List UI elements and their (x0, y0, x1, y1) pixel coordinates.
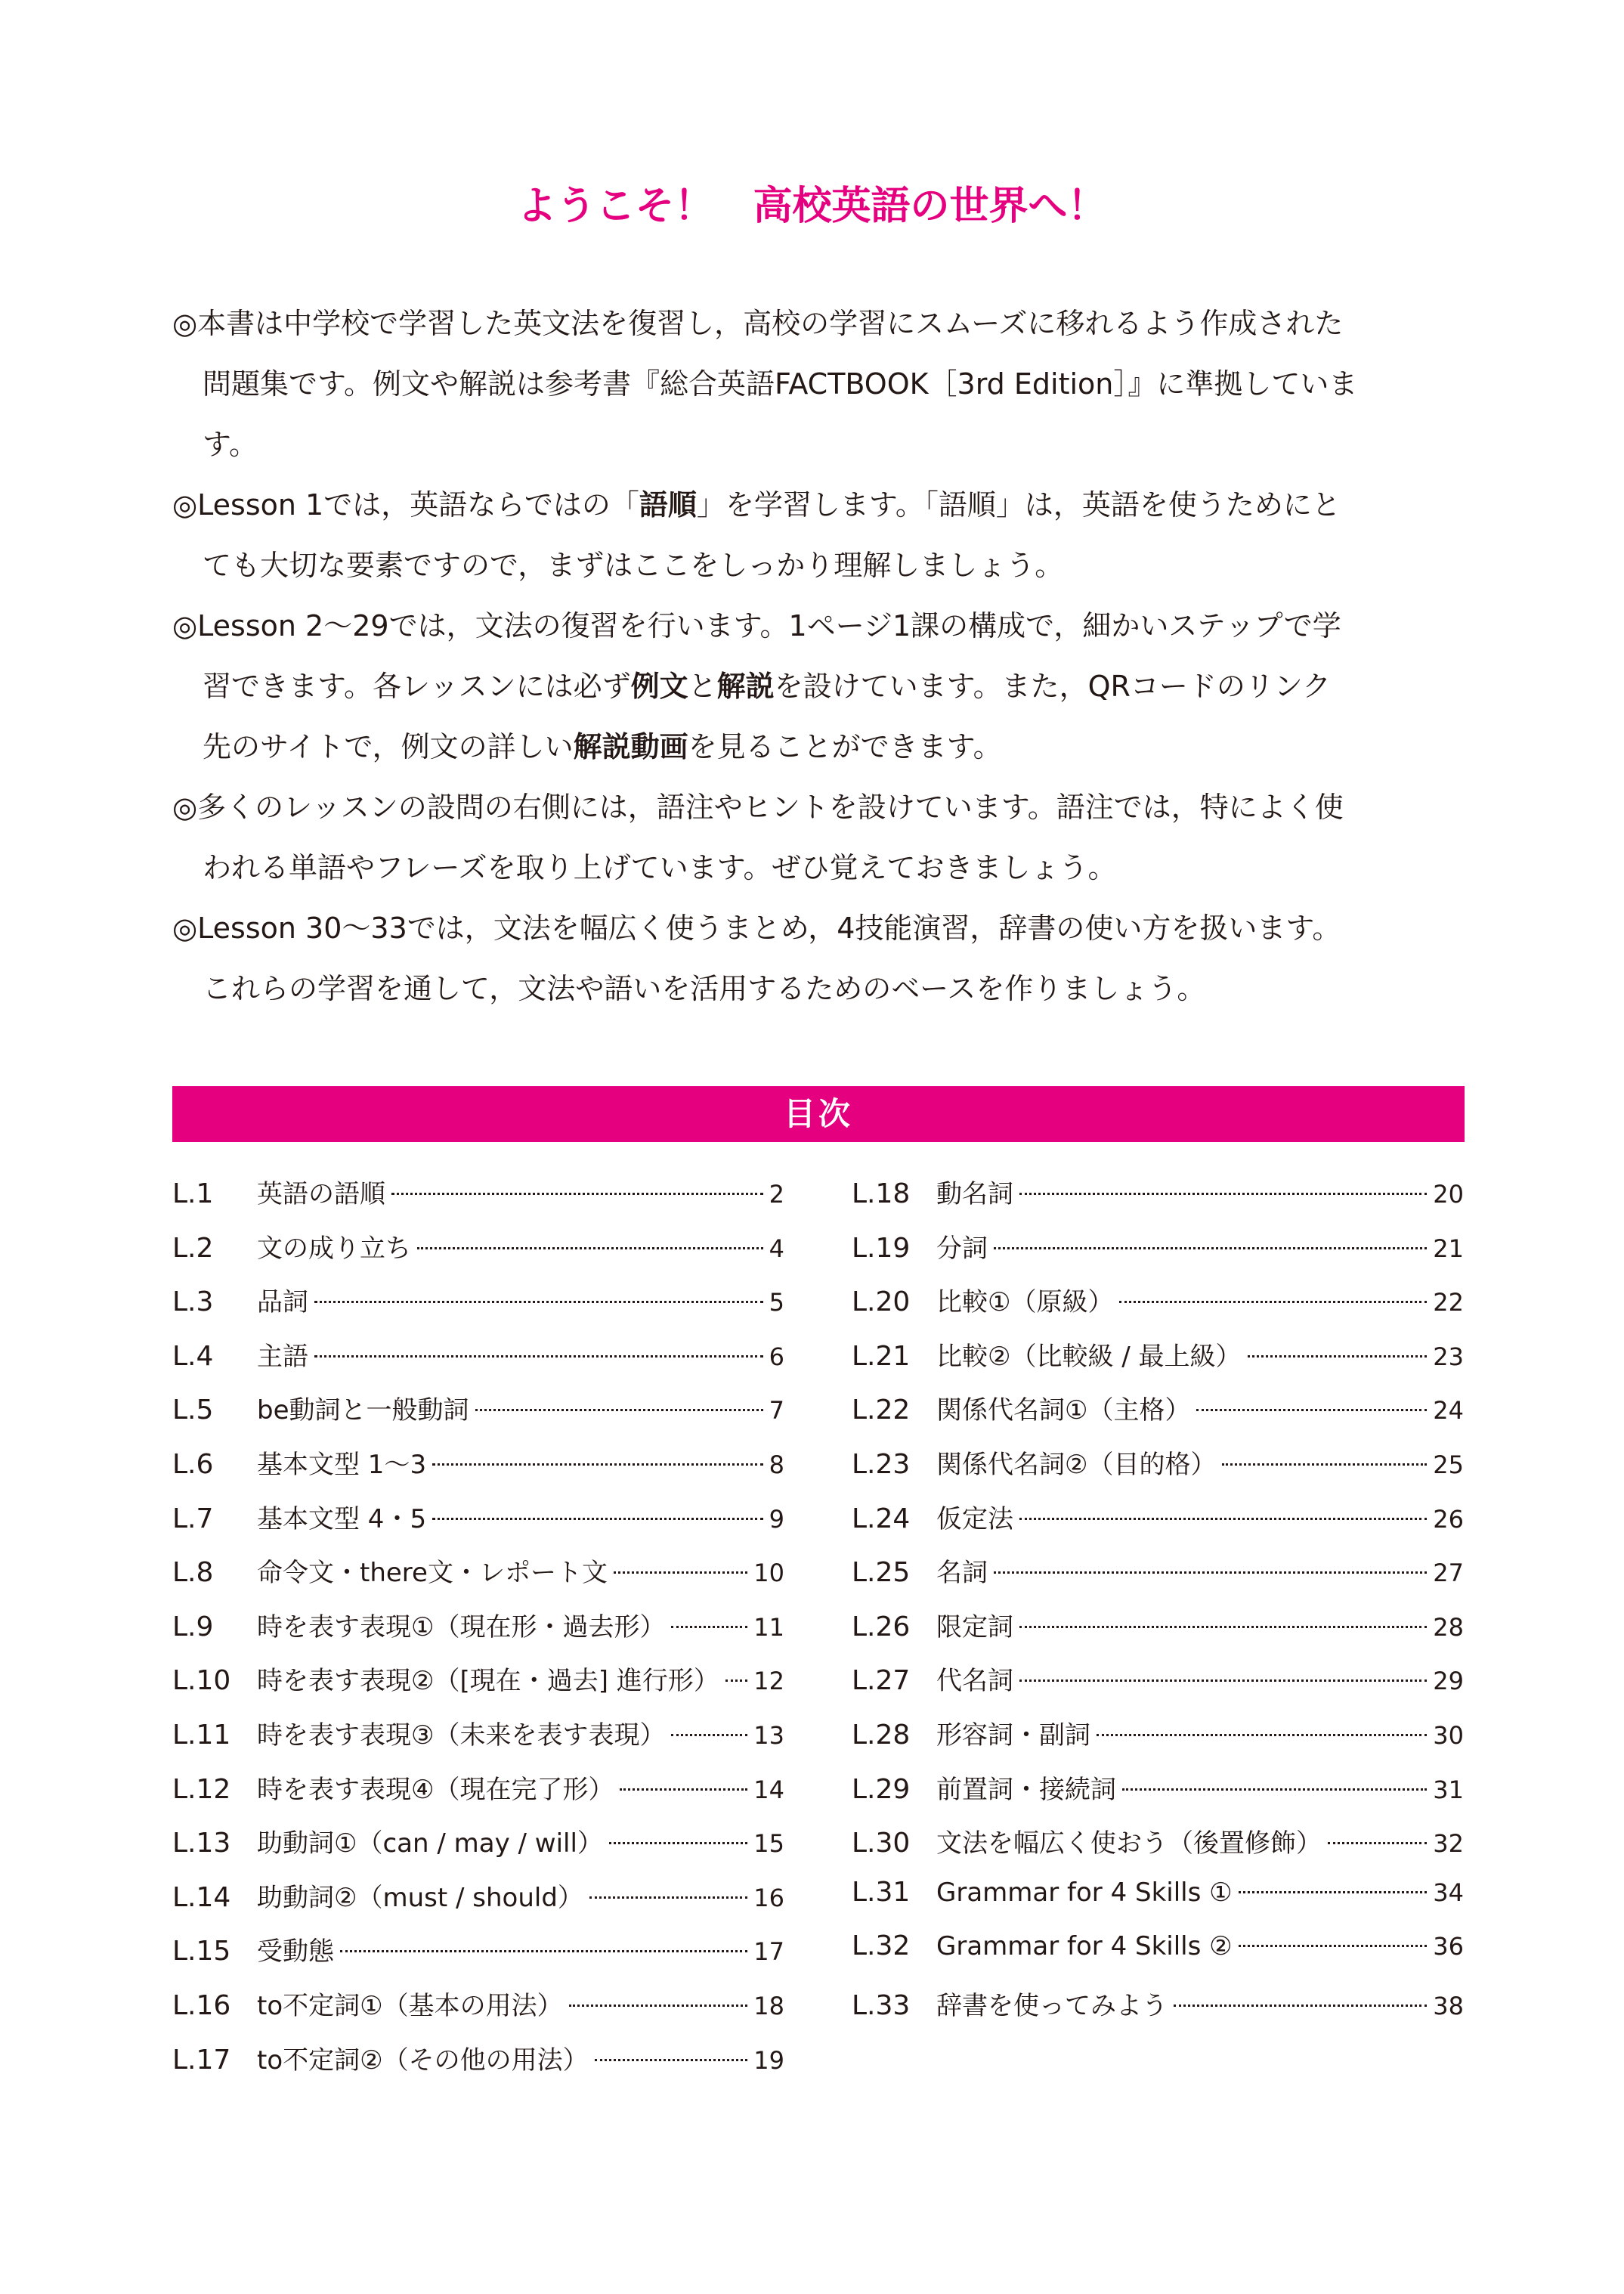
toc-lesson-number: L.18 (852, 1178, 911, 1209)
text-segment: 問題集です。例文や解説は参考書『総合英語FACTBOOK［3rd Edition］』に準拠していま (203, 367, 1358, 401)
intro-line (172, 717, 1465, 777)
toc-entry (172, 1498, 784, 1553)
toc-entry (172, 1714, 784, 1769)
toc-lesson-title: 助動詞①（can / may / will） (257, 1828, 603, 1859)
intro-line (172, 414, 1465, 475)
toc-leader-dots (314, 1355, 763, 1358)
intro-line (172, 535, 1465, 596)
toc-page-number: 27 (1433, 1559, 1464, 1588)
toc-entry (172, 1336, 784, 1390)
toc-page-number: 26 (1433, 1504, 1464, 1534)
toc-leader-dots (1239, 1891, 1428, 1893)
toc-page-number: 36 (1433, 1932, 1464, 1961)
intro-line (172, 777, 1465, 837)
text-segment: ◎Lesson 1では，英語ならではの「 (172, 488, 639, 522)
toc-leader-dots (1019, 1518, 1427, 1520)
toc-page-number: 14 (753, 1775, 784, 1804)
toc-lesson-number: L.3 (172, 1286, 214, 1318)
toc-entry (852, 1281, 1464, 1336)
toc-lesson-title: 時を表す表現③（未来を表す表現） (257, 1720, 666, 1751)
intro-paragraph (172, 777, 1465, 898)
toc-lesson-title: 辞書を使ってみよう (936, 1990, 1168, 2021)
intro-line (172, 958, 1465, 1019)
toc-entry (852, 1498, 1464, 1553)
toc-lesson-number: L.20 (852, 1286, 911, 1318)
toc-lesson-number: L.15 (172, 1936, 231, 1967)
toc-lesson-number: L.5 (172, 1395, 214, 1426)
toc-column-left (172, 1173, 784, 2093)
toc-lesson-number: L.28 (852, 1719, 911, 1751)
toc-lesson-number: L.30 (852, 1828, 911, 1859)
toc-lesson-number: L.2 (172, 1232, 214, 1264)
toc-lesson-title: 前置詞・接続詞 (936, 1774, 1116, 1805)
toc-lesson-title: 文法を幅広く使おう（後置修飾） (936, 1828, 1322, 1859)
toc-lesson-number: L.24 (852, 1503, 911, 1534)
toc-lesson-number: L.25 (852, 1557, 911, 1589)
toc-entry (172, 1389, 784, 1444)
toc-leader-dots (671, 1734, 747, 1736)
toc-page-number: 6 (769, 1342, 784, 1371)
intro-line (172, 656, 1465, 717)
toc-page-number: 34 (1433, 1878, 1464, 1907)
toc-page-number: 29 (1433, 1667, 1464, 1696)
toc-entry (172, 1444, 784, 1498)
toc-lesson-title: 主語 (257, 1341, 308, 1372)
toc-lesson-number: L.21 (852, 1340, 911, 1372)
toc-entry (852, 1877, 1464, 1931)
toc-page-number: 4 (769, 1234, 784, 1263)
toc-lesson-title: 助動詞②（must / should） (257, 1882, 583, 1913)
toc-lesson-title: 品詞 (257, 1287, 308, 1318)
text-segment: す。 (203, 428, 258, 461)
toc-entry (172, 2039, 784, 2094)
toc-leader-dots (994, 1247, 1427, 1249)
toc-lesson-number: L.17 (172, 2044, 231, 2076)
toc-leader-dots (475, 1409, 763, 1411)
toc-page-number: 12 (753, 1667, 784, 1696)
toc-page-number: 22 (1433, 1288, 1464, 1317)
toc-page-number: 30 (1433, 1720, 1464, 1750)
intro-paragraph (172, 475, 1465, 596)
toc-entry (172, 1930, 784, 1985)
toc-lesson-number: L.26 (852, 1611, 911, 1642)
toc-page-number: 31 (1433, 1775, 1464, 1804)
toc-lesson-number: L.10 (172, 1665, 231, 1697)
toc-entry (172, 1769, 784, 1823)
toc-lesson-number: L.19 (852, 1232, 911, 1264)
toc-page-number: 10 (753, 1559, 784, 1588)
bold-term: 解説動画 (573, 730, 688, 763)
toc-lesson-title: 命令文・there文・レポート文 (257, 1558, 608, 1589)
toc-lesson-title: 代名詞 (936, 1666, 1013, 1697)
page-title: ようこそ！ 高校英語の世界へ！ (517, 183, 1107, 229)
text-segment: を見ることができます。 (688, 730, 1002, 763)
toc-lesson-title: 関係代名詞②（目的格） (936, 1449, 1217, 1480)
toc-lesson-title: 時を表す表現④（現在完了形） (257, 1774, 614, 1805)
intro-line (172, 837, 1465, 898)
toc-leader-dots (314, 1301, 763, 1303)
toc-entry (172, 1227, 784, 1282)
intro-section (172, 293, 1465, 1019)
toc-entry (852, 1930, 1464, 1985)
toc-leader-dots (1122, 1788, 1427, 1791)
text-segment: と (688, 670, 717, 703)
intro-line (172, 898, 1465, 958)
toc-page-number: 21 (1433, 1234, 1464, 1263)
toc-entry (852, 1985, 1464, 2039)
toc-lesson-title: Grammar for 4 Skills ① (936, 1877, 1233, 1908)
toc-lesson-title: Grammar for 4 Skills ② (936, 1931, 1233, 1962)
toc-leader-dots (1019, 1679, 1427, 1682)
toc-page-number: 19 (753, 2045, 784, 2075)
toc-page-number: 5 (769, 1288, 784, 1317)
toc-page-number: 9 (769, 1504, 784, 1534)
toc-page-number: 16 (753, 1883, 784, 1912)
toc-lesson-title: be動詞と一般動詞 (257, 1395, 469, 1426)
toc-lesson-title: 基本文型 4・5 (257, 1503, 427, 1534)
toc-entry (852, 1822, 1464, 1877)
toc-leader-dots (994, 1571, 1427, 1574)
text-segment: ◎本書は中学校で学習した英文法を復習し，高校の学習にスムーズに移れるよう作成された (172, 307, 1344, 340)
toc-lesson-number: L.8 (172, 1557, 214, 1589)
toc-column-right (852, 1173, 1464, 2039)
toc-lesson-title: 文の成り立ち (257, 1233, 411, 1264)
toc-lesson-number: L.1 (172, 1178, 214, 1209)
toc-leader-dots (1196, 1409, 1427, 1411)
toc-entry (172, 1552, 784, 1606)
toc-lesson-title: 動名詞 (936, 1179, 1013, 1209)
toc-leader-dots (609, 1842, 747, 1844)
toc-leader-dots (1248, 1355, 1428, 1358)
toc-leader-dots (1239, 1945, 1428, 1947)
toc-leader-dots (725, 1679, 747, 1682)
toc-entry (852, 1227, 1464, 1282)
toc-leader-dots (1222, 1463, 1427, 1466)
toc-lesson-number: L.33 (852, 1989, 911, 2021)
toc-lesson-number: L.6 (172, 1448, 214, 1480)
toc-lesson-number: L.16 (172, 1989, 231, 2021)
toc-lesson-title: 基本文型 1〜3 (257, 1449, 427, 1480)
toc-lesson-number: L.9 (172, 1611, 214, 1642)
toc-page-number: 32 (1433, 1829, 1464, 1859)
bold-term: 語順 (639, 488, 697, 522)
toc-leader-dots (671, 1626, 747, 1628)
toc-entry (852, 1336, 1464, 1390)
toc-leader-dots (569, 2005, 748, 2007)
toc-lesson-number: L.7 (172, 1503, 214, 1534)
bold-term: 例文 (630, 670, 688, 703)
toc-leader-dots (589, 1896, 747, 1899)
toc-entry (852, 1660, 1464, 1714)
toc-entry (172, 1281, 784, 1336)
toc-lesson-title: 限定詞 (936, 1611, 1013, 1642)
toc-lesson-number: L.27 (852, 1665, 911, 1697)
toc-lesson-title: 受動態 (257, 1936, 334, 1967)
toc-leader-dots (1119, 1301, 1427, 1303)
toc-entry (172, 1173, 784, 1227)
intro-paragraph (172, 898, 1465, 1019)
toc-lesson-number: L.4 (172, 1340, 214, 1372)
toc-leader-dots (432, 1463, 763, 1466)
intro-paragraph (172, 596, 1465, 777)
toc-entry (172, 1822, 784, 1877)
toc-page-number: 17 (753, 1937, 784, 1967)
toc-lesson-title: 分詞 (936, 1233, 988, 1264)
text-segment: ◎多くのレッスンの設問の右側には，語注やヒントを設けています。語注では，特によく使 (172, 791, 1344, 824)
toc-lesson-number: L.14 (172, 1881, 231, 1913)
toc-page-number: 8 (769, 1450, 784, 1479)
toc-page-number: 18 (753, 1991, 784, 2020)
toc-lesson-number: L.22 (852, 1395, 911, 1426)
text-segment: ◎Lesson 2〜29では，文法の復習を行います。1ページ1課の構成で，細かいステップで学 (172, 609, 1341, 642)
toc-leader-dots (1328, 1842, 1427, 1844)
toc-lesson-title: to不定詞②（その他の用法） (257, 2045, 589, 2076)
toc-header: 目次 (172, 1086, 1465, 1142)
text-segment: われる単語やフレーズを取り上げています。ぜひ覚えておきましょう。 (203, 851, 1117, 884)
bold-term: 解説 (716, 670, 775, 703)
toc-entry (172, 1877, 784, 1931)
toc-leader-dots (391, 1193, 763, 1195)
toc-entry (852, 1606, 1464, 1661)
toc-leader-dots (417, 1247, 763, 1249)
text-segment: ても大切な要素ですので，まずはここをしっかり理解しましょう。 (203, 549, 1064, 582)
toc-leader-dots (1019, 1193, 1427, 1195)
text-segment: 先のサイトで，例文の詳しい (203, 730, 574, 763)
toc-entry (172, 1660, 784, 1714)
toc-lesson-title: 形容詞・副詞 (936, 1720, 1090, 1751)
text-segment: を設けています。また，QRコードのリンク (774, 670, 1332, 703)
toc-leader-dots (1097, 1734, 1427, 1736)
toc-entry (172, 1606, 784, 1661)
toc-lesson-title: 関係代名詞①（主格） (936, 1395, 1191, 1426)
toc-lesson-title: 時を表す表現②（[現在・過去] 進行形） (257, 1666, 719, 1697)
toc-lesson-title: 時を表す表現①（現在形・過去形） (257, 1611, 666, 1642)
toc-page-number: 38 (1433, 1991, 1464, 2020)
toc-entry (852, 1714, 1464, 1769)
toc-lesson-number: L.32 (852, 1930, 911, 1962)
toc-lesson-number: L.13 (172, 1828, 231, 1859)
toc-page-number: 2 (769, 1180, 784, 1209)
toc-page-number: 11 (753, 1612, 784, 1642)
toc-lesson-number: L.29 (852, 1773, 911, 1805)
toc-leader-dots (620, 1788, 747, 1791)
toc-page-number: 13 (753, 1720, 784, 1750)
toc-page-number: 28 (1433, 1612, 1464, 1642)
toc-leader-dots (614, 1571, 747, 1574)
toc-page-number: 23 (1433, 1342, 1464, 1371)
toc-lesson-title: 比較②（比較級 / 最上級） (936, 1341, 1242, 1372)
intro-line (172, 596, 1465, 656)
text-segment: 」を学習します。「語順」は，英語を使うためにと (696, 488, 1341, 522)
toc-lesson-number: L.31 (852, 1876, 911, 1908)
toc-entry (852, 1769, 1464, 1823)
toc-lesson-title: 名詞 (936, 1558, 988, 1589)
toc-entry (852, 1173, 1464, 1227)
toc-lesson-number: L.11 (172, 1719, 231, 1751)
toc-leader-dots (1174, 2005, 1427, 2007)
toc-lesson-number: L.23 (852, 1448, 911, 1480)
toc-entry (852, 1389, 1464, 1444)
toc-lesson-title: to不定詞①（基本の用法） (257, 1990, 563, 2021)
intro-paragraph (172, 293, 1465, 475)
toc-page-number: 24 (1433, 1396, 1464, 1426)
toc-page-number: 15 (753, 1829, 784, 1859)
toc-page-number: 7 (769, 1396, 784, 1426)
text-segment: ◎Lesson 30〜33では，文法を幅広く使うまとめ，4技能演習，辞書の使い方を扱います。 (172, 912, 1341, 945)
intro-line (172, 293, 1465, 354)
toc-leader-dots (595, 2059, 748, 2061)
intro-line (172, 354, 1465, 414)
toc-page-number: 25 (1433, 1450, 1464, 1479)
toc-lesson-number: L.12 (172, 1773, 231, 1805)
toc-leader-dots (432, 1518, 763, 1520)
toc-page-number: 20 (1433, 1180, 1464, 1209)
toc-leader-dots (1019, 1626, 1427, 1628)
toc-lesson-title: 英語の語順 (257, 1179, 385, 1209)
toc-lesson-title: 仮定法 (936, 1503, 1013, 1534)
toc-entry (852, 1444, 1464, 1498)
toc-lesson-title: 比較①（原級） (936, 1287, 1114, 1318)
text-segment: 習できます。各レッスンには必ず (203, 670, 631, 703)
toc-entry (172, 1985, 784, 2039)
toc-entry (852, 1552, 1464, 1606)
toc-leader-dots (340, 1950, 747, 1952)
intro-line (172, 475, 1465, 535)
text-segment: これらの学習を通して，文法や語いを活用するためのベースを作りましょう。 (203, 972, 1206, 1005)
